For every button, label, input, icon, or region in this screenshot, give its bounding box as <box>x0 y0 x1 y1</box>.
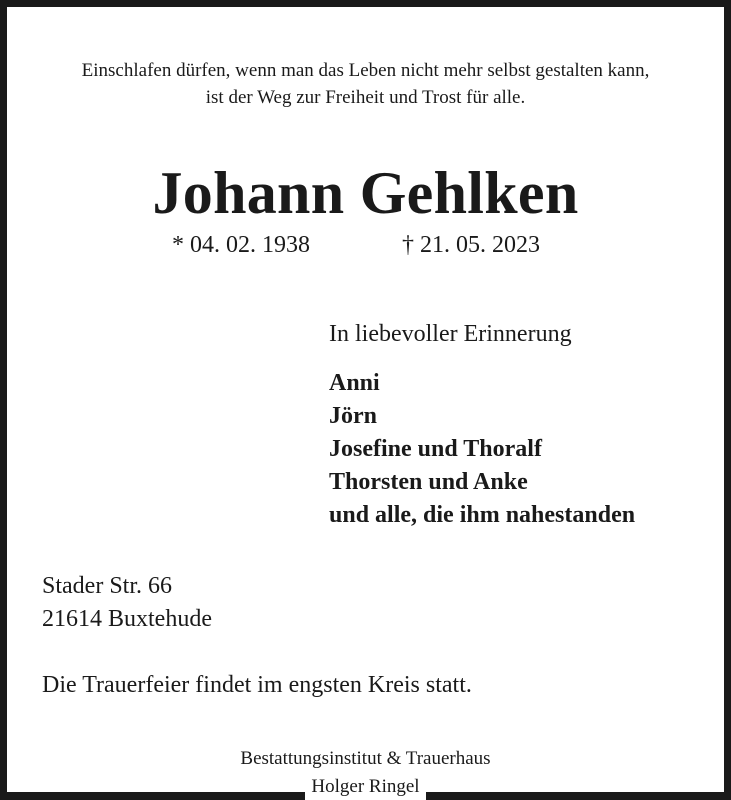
birth-date: * 04. 02. 1938 <box>172 232 310 258</box>
quote-line-1: Einschlafen dürfen, wenn man das Leben nicht mehr selbst gestalten kann, <box>81 60 650 81</box>
funeral-home-title: Bestattungsinstitut & Trauerhaus <box>240 748 491 769</box>
address-street: Stader Str. 66 <box>42 573 172 599</box>
quote <box>0 57 731 111</box>
funeral-home-name-row <box>0 774 731 800</box>
deceased-name: Johann Gehlken <box>152 160 579 226</box>
address <box>42 570 212 636</box>
family-member: Josefine und Thoralf <box>329 436 542 462</box>
family-list <box>329 367 635 532</box>
funeral-home-name: Holger Ringel <box>305 774 425 800</box>
death-date: † 21. 05. 2023 <box>402 232 540 258</box>
ceremony-note: Die Trauerfeier findet im engsten Kreis statt. <box>42 672 472 698</box>
memory-line: In liebevoller Erinnerung <box>329 321 572 347</box>
address-city: 21614 Buxtehude <box>42 606 212 632</box>
family-member: Thorsten und Anke <box>329 469 528 495</box>
family-member: Jörn <box>329 403 377 429</box>
quote-line-2: ist der Weg zur Freiheit und Trost für alle. <box>205 87 526 108</box>
family-member: und alle, die ihm nahestanden <box>329 502 636 528</box>
family-member: Anni <box>329 370 380 396</box>
